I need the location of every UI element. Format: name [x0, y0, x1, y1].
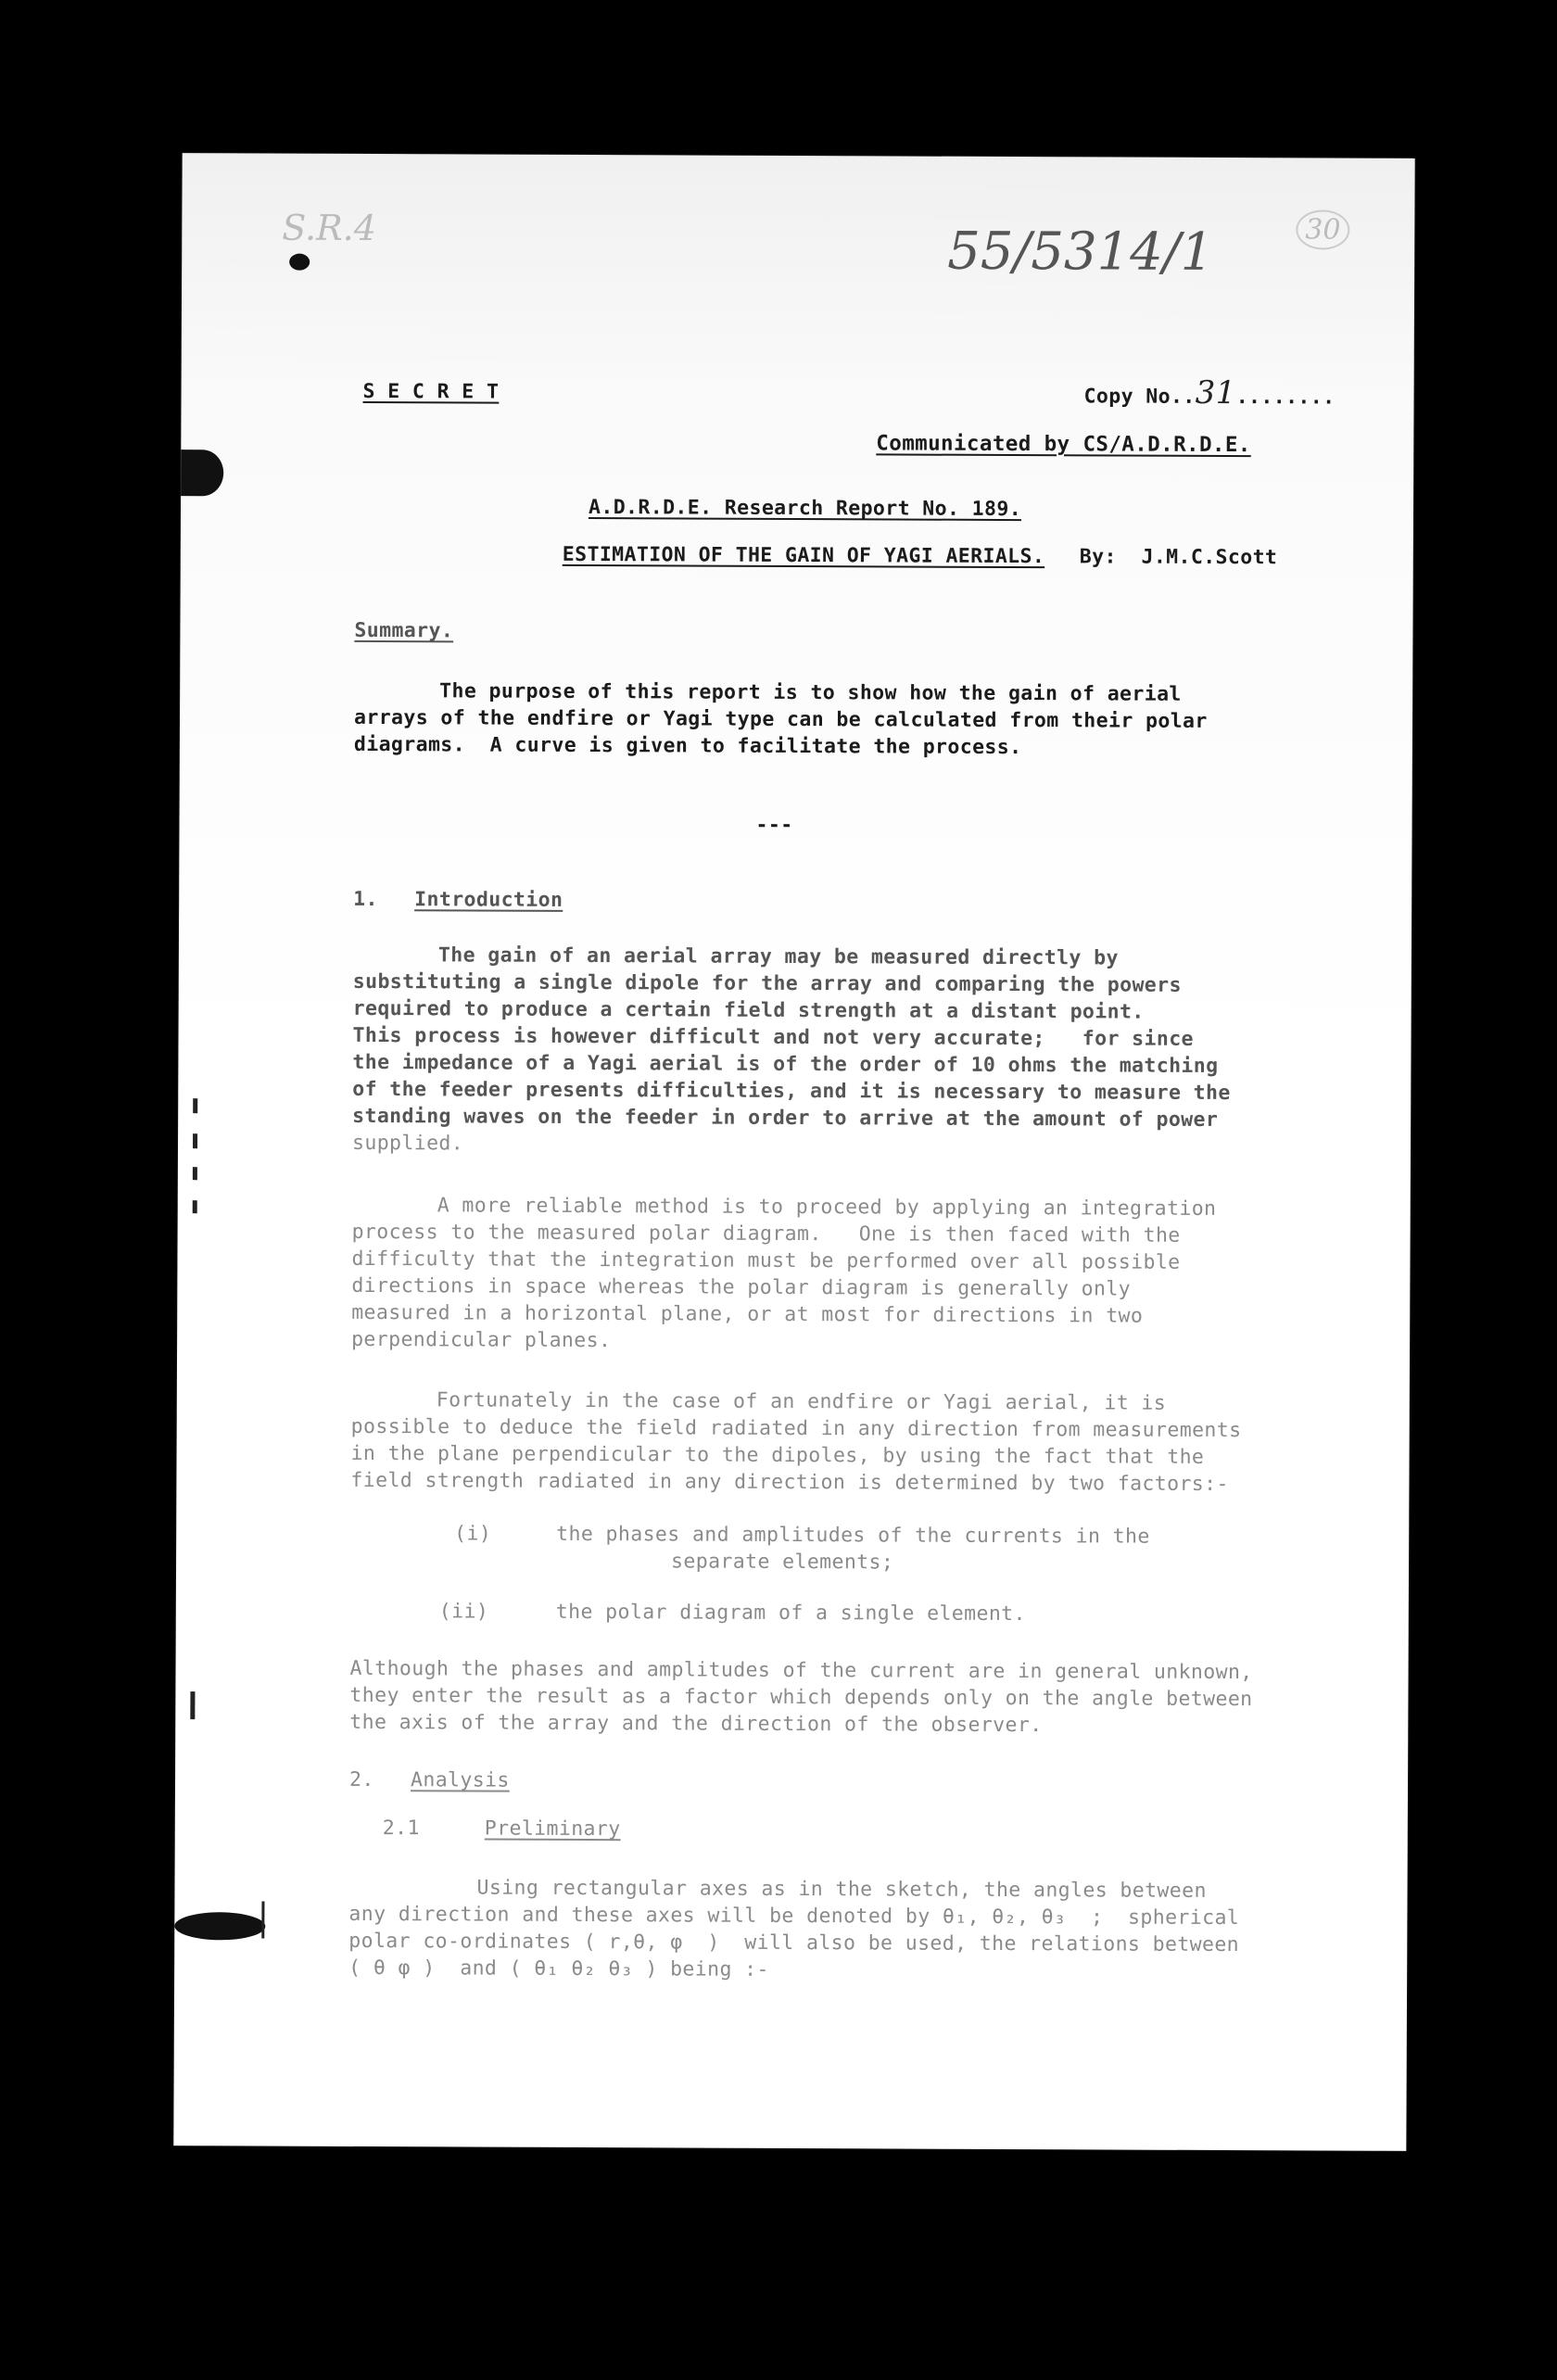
- analysis-line: Using rectangular axes as in the sketch, the angles between: [476, 1876, 1207, 1903]
- file-reference: 55/5314/1: [947, 221, 1214, 283]
- binding-mark: [261, 1902, 264, 1939]
- section-number: 2.: [348, 1767, 374, 1792]
- intro-paragraph-1-line: substituting a single dipole for the array and comparing the powers: [352, 969, 1182, 997]
- section-heading-introduction: Introduction: [414, 888, 563, 912]
- intro-paragraph-2-line: A more reliable method is to proceed by applying an integration: [437, 1194, 1217, 1221]
- intro-paragraph-4-line: Although the phases and amplitudes of the current are in general unknown,: [349, 1656, 1253, 1685]
- list-item-text: the polar diagram of a single element.: [555, 1600, 1026, 1627]
- intro-paragraph-2-line: difficulty that the integration must be performed over all possible: [351, 1247, 1181, 1274]
- binding-mark: [193, 1133, 197, 1148]
- intro-paragraph-1-line: This process is however difficult and not very accurate; for since: [352, 1023, 1194, 1051]
- binding-mark: [190, 1691, 195, 1719]
- binding-mark: [193, 1167, 197, 1180]
- report-title: A.D.R.D.E. Research Report No. 189.: [588, 496, 1022, 522]
- intro-paragraph-1-line: standing waves on the feeder in order to arrive at the amount of power: [352, 1104, 1219, 1132]
- subsection-number: 2.1: [382, 1817, 420, 1841]
- binding-mark: [193, 1200, 197, 1213]
- list-item-text: separate elements;: [671, 1550, 894, 1575]
- analysis-line: ( θ φ ) and ( θ₁ θ₂ θ₃ ) being :-: [348, 1956, 769, 1981]
- intro-paragraph-1-line: of the feeder presents difficulties, and it is necessary to measure the: [352, 1077, 1231, 1106]
- author-line: By: J.M.C.Scott: [1079, 545, 1278, 570]
- analysis-line: polar co-ordinates ( r,θ, φ ) will also be used, the relations between: [348, 1929, 1240, 1957]
- intro-paragraph-2-line: directions in space whereas the polar diagram is generally only: [351, 1273, 1132, 1301]
- section-separator: ---: [755, 813, 793, 837]
- summary-line: arrays of the endfire or Yagi type can be calculated from their polar: [353, 705, 1208, 733]
- intro-paragraph-4-line: they enter the result as a factor which depends only on the angle between: [349, 1683, 1253, 1712]
- section-number: 1.: [353, 887, 378, 912]
- list-item-text: the phases and amplitudes of the currents in the: [556, 1522, 1150, 1549]
- intro-paragraph-2-line: process to the measured polar diagram. One is then faced with the: [351, 1220, 1181, 1247]
- intro-paragraph-2-line: measured in a horizontal plane, or at most for directions in two: [351, 1300, 1144, 1328]
- summary-heading: Summary.: [354, 618, 454, 643]
- circled-folio-number: 30: [1296, 209, 1349, 249]
- list-item-number: (ii): [438, 1600, 489, 1624]
- intro-paragraph-3-line: in the plane perpendicular to the dipoles, by using the fact that the: [350, 1441, 1205, 1469]
- summary-line: diagrams. A curve is given to facilitate the process.: [353, 732, 1022, 760]
- intro-paragraph-3-line: Fortunately in the case of an endfire or Yagi aerial, it is: [436, 1388, 1167, 1415]
- intro-paragraph-1-line: the impedance of a Yagi aerial is of the order of 10 ohms the matching: [352, 1050, 1219, 1078]
- pencil-reference: S.R.4: [282, 207, 377, 249]
- analysis-line: any direction and these axes will be denoted by θ₁, θ₂, θ₃ ; spherical: [348, 1902, 1240, 1931]
- intro-paragraph-3-line: field strength radiated in any direction is determined by two factors:-: [350, 1468, 1229, 1497]
- classification-label: S E C R E T: [362, 379, 500, 404]
- summary-line: The purpose of this report is to show how the gain of aerial: [439, 679, 1182, 706]
- copy-number: Copy No..31........: [1083, 373, 1335, 412]
- punch-hole-mark: [181, 449, 223, 496]
- punch-hole-mark: [289, 254, 310, 271]
- document-page: [173, 153, 1414, 2151]
- binding-mark: [193, 1098, 197, 1113]
- punch-hole-mark: [174, 1912, 265, 1940]
- intro-paragraph-1-line: supplied.: [351, 1131, 464, 1156]
- intro-paragraph-1-line: required to produce a certain field strength at a distant point.: [352, 996, 1145, 1024]
- subsection-heading-preliminary: Preliminary: [484, 1817, 621, 1842]
- list-item-number: (i): [454, 1522, 492, 1546]
- subject-title: ESTIMATION OF THE GAIN OF YAGI AERIALS.: [562, 542, 1045, 569]
- intro-paragraph-2-line: perpendicular planes.: [351, 1327, 612, 1353]
- intro-paragraph-4-line: the axis of the array and the direction of the observer.: [349, 1710, 1043, 1738]
- intro-paragraph-1-line: The gain of an aerial array may be measured directly by: [437, 943, 1119, 970]
- communicated-by: Communicated by CS/A.D.R.D.E.: [876, 431, 1251, 458]
- intro-paragraph-3-line: possible to deduce the field radiated in any direction from measurements: [350, 1414, 1242, 1443]
- section-heading-analysis: Analysis: [410, 1768, 510, 1792]
